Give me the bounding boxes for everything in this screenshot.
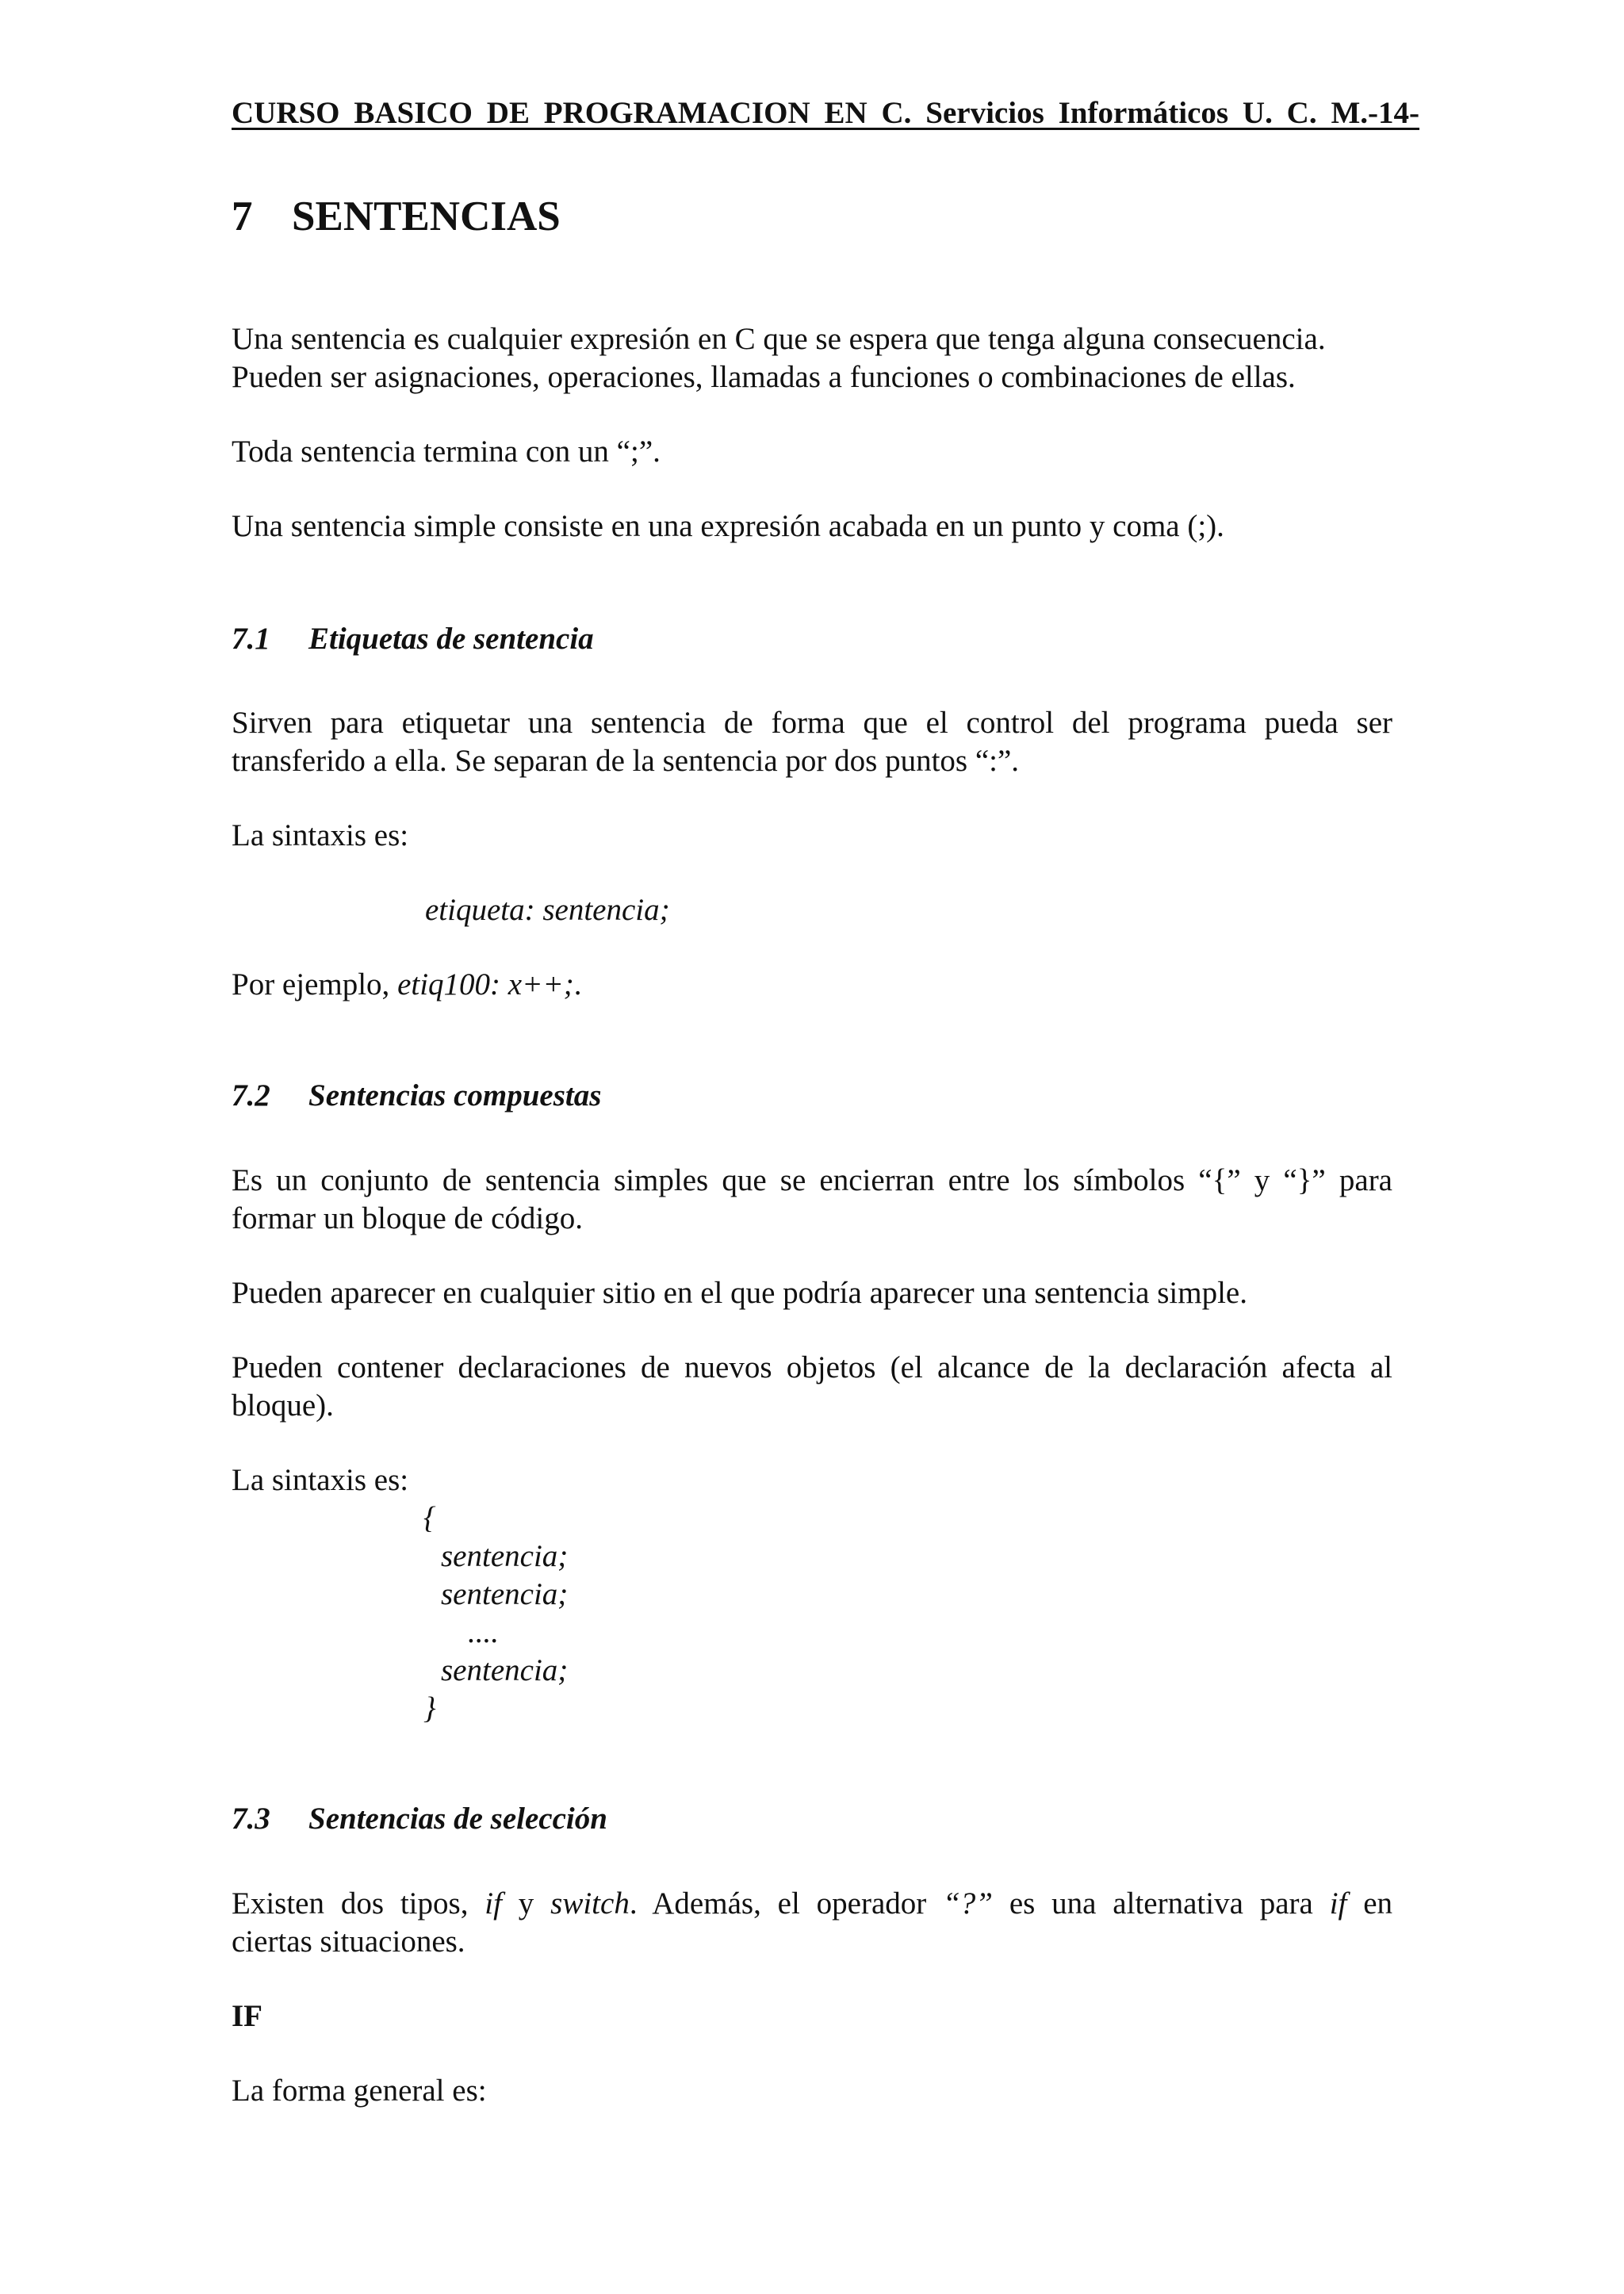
s72-code-line: sentencia;	[441, 1577, 569, 1611]
intro-paragraph-2: Toda sentencia termina con un “;”.	[232, 435, 661, 469]
section-7-3-number: 7.3	[232, 1802, 270, 1836]
section-7-3-title: Sentencias de selección	[308, 1802, 607, 1836]
s71-example-suffix: .	[573, 967, 582, 1001]
s73-paragraph-line-2: ciertas situaciones.	[232, 1924, 465, 1959]
s71-paragraph-line-1: Sirven para etiquetar una sentencia de forma que el control del programa pueda ser	[232, 706, 1392, 740]
page-header: CURSO BASICO DE PROGRAMACION EN C. Servicios Informáticos U. C. M.-14-	[232, 96, 1419, 130]
s71-example-code: etiq100: x++;	[397, 967, 574, 1001]
intro-paragraph-1-line-2: Pueden ser asignaciones, operaciones, llamadas a funciones o combinaciones de ellas.	[232, 360, 1296, 394]
section-7-2-heading	[232, 1078, 601, 1113]
s72-paragraph-1-line-1: Es un conjunto de sentencia simples que se encierran entre los símbolos “{” y “}” para	[232, 1163, 1392, 1197]
s72-paragraph-3-line-1: Pueden contener declaraciones de nuevos objetos (el alcance de la declaración afecta al	[232, 1350, 1392, 1384]
s72-code-line: sentencia;	[441, 1653, 569, 1687]
s72-code-open-brace: {	[423, 1501, 436, 1535]
s71-syntax: etiqueta: sentencia;	[425, 893, 670, 927]
section-7-3-heading	[232, 1801, 607, 1836]
section-7-2-number: 7.2	[232, 1078, 270, 1113]
s72-code-line: sentencia;	[441, 1539, 569, 1573]
s73-text-c: . Además, el operador	[629, 1886, 944, 1921]
section-7-1-heading	[232, 621, 594, 657]
chapter-title: SENTENCIAS	[292, 193, 561, 239]
s72-paragraph-2: Pueden aparecer en cualquier sitio en el que podría aparecer una sentencia simple.	[232, 1276, 1247, 1310]
s73-paragraph-line-1	[232, 1885, 1392, 1923]
general-form-label: La forma general es:	[232, 2074, 487, 2108]
s73-text-b: y	[501, 1886, 551, 1921]
s72-syntax-label: La sintaxis es:	[232, 1463, 409, 1497]
chapter-heading	[232, 193, 561, 240]
s72-paragraph-1-line-2: formar un bloque de código.	[232, 1201, 583, 1235]
section-7-1-number: 7.1	[232, 622, 270, 656]
s73-text-e: en	[1346, 1886, 1393, 1921]
s72-code-ellipsis: ....	[468, 1615, 499, 1649]
s73-keyword-switch: switch	[550, 1886, 630, 1921]
s73-keyword-if-2: if	[1329, 1886, 1347, 1921]
s73-text-d: es una alternativa para	[992, 1886, 1330, 1921]
s73-keyword-if: if	[485, 1886, 502, 1921]
s72-paragraph-3-line-2: bloque).	[232, 1388, 334, 1423]
if-heading: IF	[232, 1999, 262, 2033]
s73-operator-question: “?”	[943, 1886, 993, 1921]
section-7-2-title: Sentencias compuestas	[308, 1078, 602, 1113]
s71-example	[232, 966, 581, 1004]
intro-paragraph-1-line-1: Una sentencia es cualquier expresión en C que se espera que tenga alguna consecuencia.	[232, 322, 1326, 356]
chapter-number: 7	[232, 193, 253, 239]
s71-syntax-label: La sintaxis es:	[232, 818, 409, 852]
intro-paragraph-3: Una sentencia simple consiste en una expresión acabada en un punto y coma (;).	[232, 509, 1224, 543]
s73-text-a: Existen dos tipos,	[232, 1886, 485, 1921]
s72-code-close-brace: }	[423, 1691, 436, 1725]
s71-paragraph-line-2: transferido a ella. Se separan de la sentencia por dos puntos “:”.	[232, 744, 1020, 778]
section-7-1-title: Etiquetas de sentencia	[308, 622, 594, 656]
s71-example-prefix: Por ejemplo,	[232, 967, 398, 1001]
